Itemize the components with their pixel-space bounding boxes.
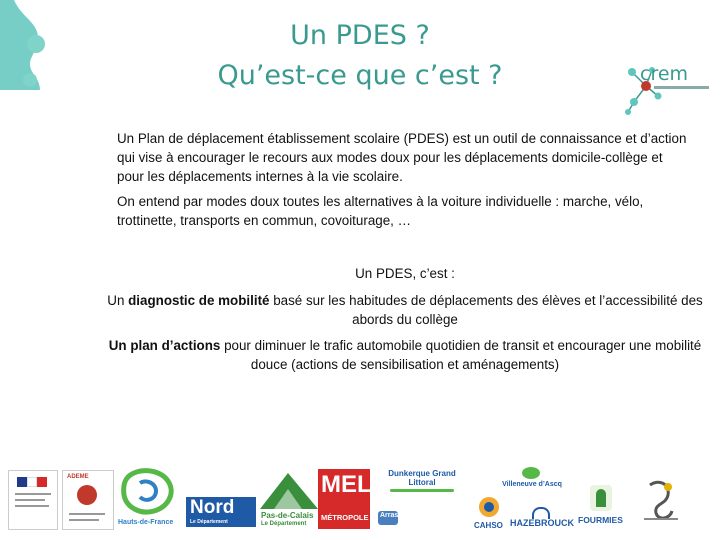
pdes-item-diagnostic: Un diagnostic de mobilité basé sur les habitudes de déplacements des élèves et l’accessibilité des abords du collège [107, 293, 703, 327]
hauts-de-france-logo: Hauts-de-France [116, 467, 180, 537]
pas-de-calais-mountain-icon [260, 469, 318, 509]
definition-paragraph: Un Plan de déplacement établissement scolaire (PDES) est un outil de connaissance et d’action qui vise à encourager le recours aux modes doux pour les déplacements domicile-collège et pour les déplacements internes à la vie scolaire. [117, 131, 687, 184]
dunkerque-logo: Dunkerque Grand Littoral [382, 467, 462, 495]
ademe-logo: ADEME [62, 470, 114, 530]
pdes-intro: Un PDES, c’est : [355, 266, 455, 281]
nord-departement-logo: Nord Le Département [186, 497, 256, 527]
page-title-line2: Qu’est-ce que c’est ? [217, 60, 503, 91]
emblem-figure-icon [640, 479, 682, 525]
pas-de-calais-logo: Pas-de-Calais Le Département [260, 469, 318, 529]
crem-logo-icon [618, 52, 714, 118]
fourmies-logo: FOURMIES [578, 485, 624, 529]
page-title-line1: Un PDES ? [290, 20, 430, 51]
hauts-de-france-map-icon [116, 467, 180, 517]
soft-modes-paragraph: On entend par modes doux toutes les alternatives à la voiture individuelle : marche, vélo, trottinette, transports en commun, covoiturage, … [117, 194, 644, 228]
cahso-emblem-icon [472, 495, 506, 519]
mel-metropole-logo: MEL MÉTROPOLE [318, 469, 370, 529]
pdes-item-action-plan: Un plan d’actions pour diminuer le trafic automobile quotidien de transit et encourager une mobilité douce (actions de sensibilisation et aménagements) [108, 338, 702, 372]
hazebrouck-logo: HAZEBROUCK [508, 507, 572, 531]
villeneuve-dascq-logo: Villeneuve d’Ascq [500, 467, 564, 497]
crem-logo-wordmark: crem [640, 63, 689, 85]
municipal-emblem-logo [640, 479, 682, 525]
crem-logo-tagline-bar [654, 86, 709, 89]
republique-francaise-logo [8, 470, 58, 530]
partner-logos-strip [0, 465, 720, 540]
arras-logo: Arras [378, 509, 414, 533]
cahso-logo: CAHSO [472, 495, 506, 535]
